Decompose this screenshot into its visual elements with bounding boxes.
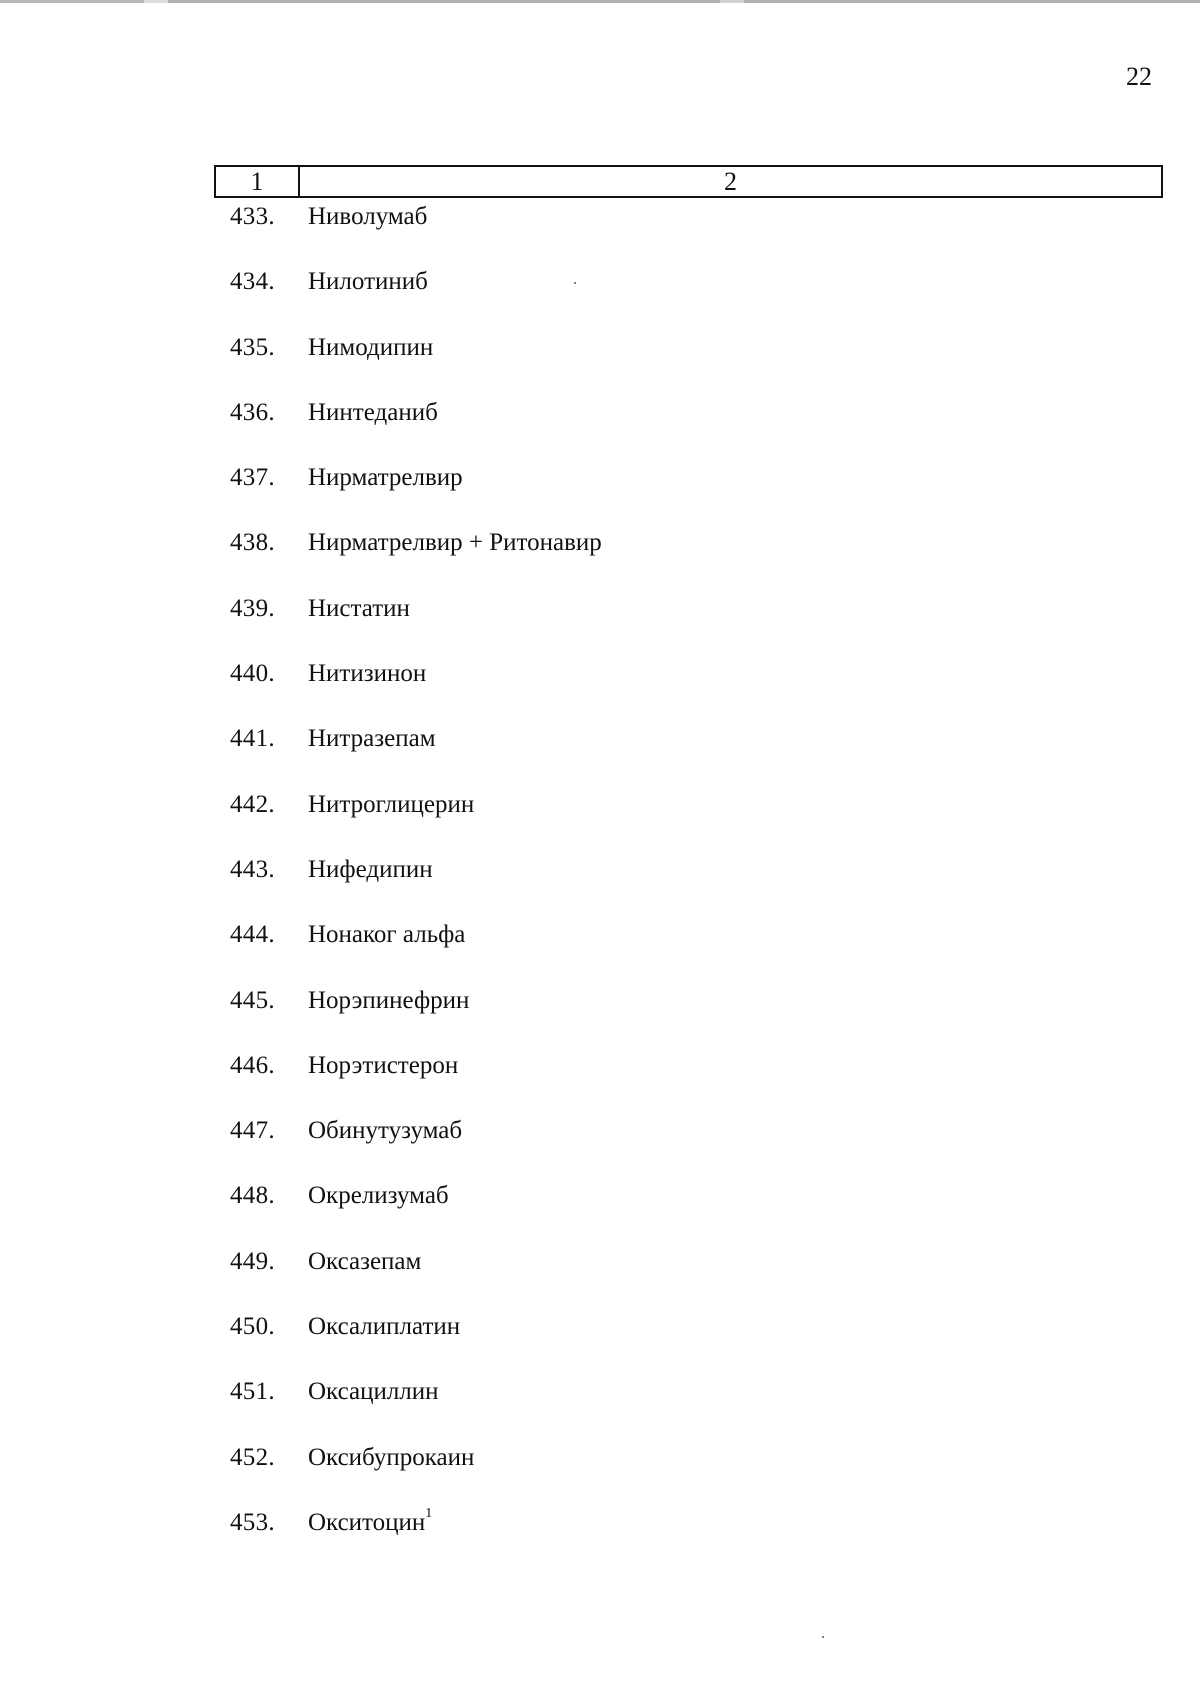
row-number: 453.	[230, 1508, 275, 1536]
table-row	[0, 396, 1200, 461]
drug-name	[308, 592, 410, 626]
drug-name-text: Норэпинефрин	[308, 986, 470, 1014]
row-number: 450.	[230, 1313, 275, 1341]
table-row	[0, 1506, 1200, 1571]
scan-top-edge	[0, 0, 1200, 3]
table-row	[0, 1179, 1200, 1244]
drug-name	[308, 526, 602, 560]
header-col-2: 2	[724, 166, 737, 196]
drug-name	[308, 1245, 421, 1279]
table-row	[0, 657, 1200, 722]
table-row	[0, 331, 1200, 396]
drug-name	[308, 1506, 432, 1540]
drug-name	[308, 200, 427, 234]
row-number: 443.	[230, 855, 275, 883]
row-number: 448.	[230, 1182, 275, 1210]
drug-name-text: Оксалиплатин	[308, 1313, 461, 1341]
drug-name-text: Нитизинон	[308, 660, 427, 688]
scan-speck	[822, 1636, 824, 1638]
table-row	[0, 526, 1200, 591]
row-number: 445.	[230, 986, 275, 1014]
drug-name	[308, 1310, 460, 1344]
table-row	[0, 853, 1200, 918]
drug-name-text: Нилотиниб	[308, 268, 428, 296]
drug-name-text: Норэтистерон	[308, 1051, 459, 1079]
table-row	[0, 1310, 1200, 1375]
table-row	[0, 200, 1200, 265]
row-number: 442.	[230, 790, 275, 818]
row-number: 446.	[230, 1051, 275, 1079]
drug-name	[308, 918, 465, 952]
drug-name	[308, 1179, 449, 1213]
drug-name-text: Нирматрелвир	[308, 464, 463, 492]
scan-speck	[574, 282, 576, 284]
drug-name-text: Нимодипин	[308, 333, 434, 361]
table-row	[0, 461, 1200, 526]
drug-name	[308, 657, 426, 691]
table-row	[0, 918, 1200, 983]
drug-name	[308, 1049, 458, 1083]
table-row	[0, 1375, 1200, 1440]
row-number: 449.	[230, 1247, 275, 1275]
table-row	[0, 1245, 1200, 1310]
row-number: 436.	[230, 398, 275, 426]
drug-list	[0, 200, 1200, 1571]
header-col-1: 1	[216, 167, 300, 196]
drug-name	[308, 396, 438, 430]
drug-name	[308, 788, 474, 822]
drug-name	[308, 1375, 439, 1409]
drug-name-text: Окситоцин	[308, 1508, 426, 1536]
page-number: 22	[1126, 62, 1152, 91]
table-row	[0, 788, 1200, 853]
table-row	[0, 1441, 1200, 1506]
drug-name	[308, 331, 433, 365]
row-number: 444.	[230, 921, 275, 949]
table-row	[0, 1049, 1200, 1114]
table-row	[0, 592, 1200, 657]
footnote-marker: 1	[425, 1505, 433, 1521]
drug-name-text: Нифедипин	[308, 855, 433, 883]
drug-name-text: Нитразепам	[308, 725, 436, 753]
drug-name-text: Окрелизумаб	[308, 1182, 449, 1210]
drug-name-text: Оксазепам	[308, 1247, 422, 1275]
row-number: 437.	[230, 464, 275, 492]
drug-name-text: Обинутузумаб	[308, 1117, 463, 1145]
drug-name-text: Оксибупрокаин	[308, 1443, 475, 1471]
drug-name-text: Нонаког альфа	[308, 921, 466, 949]
drug-name-text: Нистатин	[308, 594, 410, 622]
drug-name-text: Нирматрелвир + Ритонавир	[308, 529, 602, 557]
row-number: 435.	[230, 333, 275, 361]
row-number: 433.	[230, 203, 275, 230]
drug-name	[308, 1441, 474, 1475]
row-number: 438.	[230, 529, 275, 557]
drug-name	[308, 265, 428, 299]
drug-name	[308, 853, 433, 887]
row-number: 447.	[230, 1117, 275, 1145]
drug-name-text: Нитроглицерин	[308, 790, 475, 818]
table-row	[0, 265, 1200, 330]
table-header	[214, 165, 1163, 198]
row-number: 440.	[230, 660, 275, 688]
row-number: 451.	[230, 1378, 275, 1406]
row-number: 439.	[230, 594, 275, 622]
drug-name	[308, 461, 463, 495]
drug-name	[308, 984, 469, 1018]
drug-name	[308, 722, 436, 756]
row-number: 452.	[230, 1443, 275, 1471]
row-number: 434.	[230, 268, 275, 296]
row-number: 441.	[230, 725, 275, 753]
table-row	[0, 984, 1200, 1049]
table-row	[0, 1114, 1200, 1179]
drug-name	[308, 1114, 462, 1148]
drug-name-text: Оксациллин	[308, 1378, 439, 1406]
drug-name-text: Ниволумаб	[308, 203, 428, 230]
drug-name-text: Нинтеданиб	[308, 398, 438, 426]
table-row	[0, 722, 1200, 787]
